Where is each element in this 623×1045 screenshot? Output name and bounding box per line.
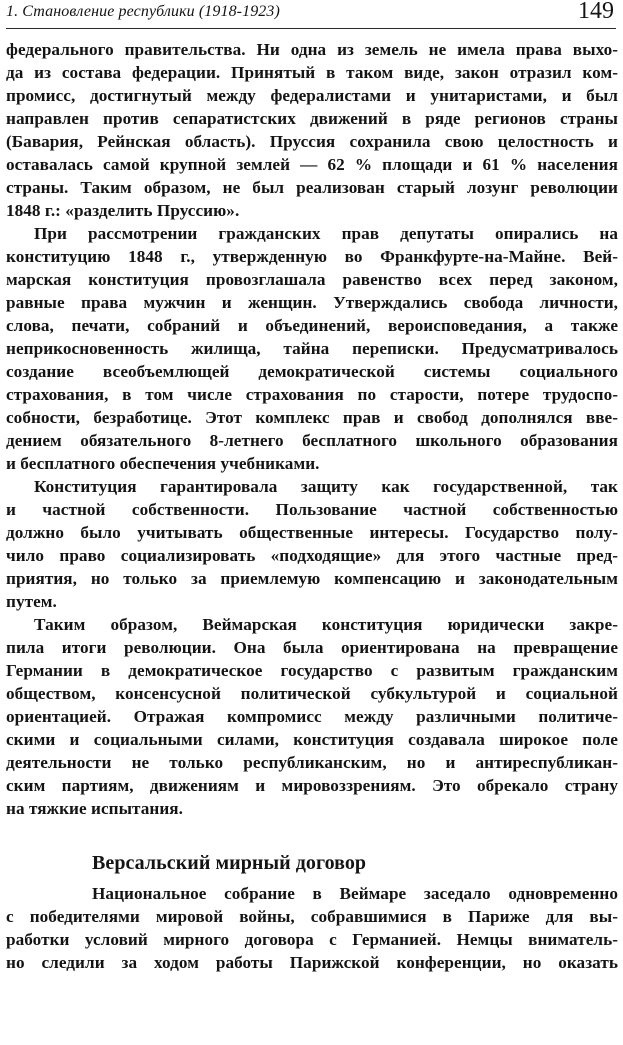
section-gap [6,820,618,848]
text-line: страны. Таким образом, не был реализован старый лозунг революции [6,178,618,197]
page-number: 149 [578,0,614,24]
text-line: деятельности не только республиканским, но и антиреспубликан- [6,753,618,772]
paragraph-2 [6,222,618,475]
running-head [6,0,616,26]
text-line: оставалась самой крупной землей — 62 % площади и 61 % населения [6,155,618,174]
body-text [6,38,618,974]
text-line: При рассмотрении гражданских прав депутаты опирались на [34,224,618,243]
text-line: (Бавария, Рейнская область). Пруссия сохранила свою целостность и [6,132,618,151]
text-line: 1848 г.: «разделить Пруссию». [6,201,240,220]
text-line: Таким образом, Веймарская конституция юридически закре- [34,615,618,634]
text-line: Германии в демократическое государство с развитым гражданским [6,661,618,680]
text-line: с победителями мировой войны, собравшимися в Париже для вы- [6,907,618,926]
text-line: и частной собственности. Пользование частной собственностью [6,500,618,519]
text-line: да из состава федерации. Принятый в таком виде, закон отразил ком- [6,63,618,82]
text-line: дением обязательного 8-летнего бесплатного школьного образования [6,431,618,450]
text-line: приятия, но только за приемлемую компенсацию и законодательным [6,569,618,588]
text-line: и бесплатного обеспечения учебниками. [6,454,320,473]
text-line: слова, печати, собраний и объединений, вероисповедания, а также [6,316,618,335]
text-line: работки условий мирного договора с Германией. Немцы вниматель- [6,930,618,949]
text-line: направлен против сепаратистских движений в ряде регионов страны [6,109,618,128]
text-line: должно было учитывать общественные интересы. Государство полу- [6,523,618,542]
text-line: создание всеобъемлющей демократической системы социального [6,362,618,381]
text-line: чило право социализировать «подходящие» для этого частные пред- [6,546,618,565]
text-line: но следили за ходом работы Парижской конференции, но оказать [6,953,618,972]
header-rule [6,28,616,29]
text-line: ским партиям, движениям и мировоззрениям. Это обрекало страну [6,776,618,795]
running-title: 1. Становление республики (1918-1923) [6,3,280,20]
section-heading: Версальский мирный договор [92,852,367,874]
text-line: ориентацией. Отражая компромисс между различными политиче- [6,707,618,726]
text-line: Конституция гарантировала защиту как государственной, так [34,477,618,496]
text-line: неприкосновенность жилища, тайна переписки. Предусматривалось [6,339,618,358]
paragraph-3 [6,475,618,613]
text-line: страхования, в том числе страхования по старости, потере трудоспо- [6,385,618,404]
text-line: на тяжкие испытания. [6,799,184,818]
paragraph-4 [6,613,618,820]
text-line: равные права мужчин и женщин. Утверждались свобода личности, [6,293,618,312]
text-line: промисс, достигнутый между федералистами и унитаристами, и был [6,86,618,105]
text-line: обществом, консенсусной политической субкультурой и социальной [6,684,618,703]
text-line: путем. [6,592,57,611]
text-line: Национальное собрание в Веймаре заседало одновременно [92,884,618,903]
text-line: скими и социальными силами, конституция создавала широкое поле [6,730,618,749]
text-line: марская конституция провозглашала равенство всех перед законом, [6,270,618,289]
text-line: собности, безработице. Этот комплекс прав и свобод дополнялся вве- [6,408,618,427]
text-line: федерального правительства. Ни одна из земель не имела права выхо- [6,40,618,59]
text-line: пила итоги революции. Она была ориентирована на превращение [6,638,618,657]
paragraph-1 [6,38,618,222]
paragraph-5 [6,882,618,974]
text-line: конституцию 1848 г., утвержденную во Франкфурте-на-Майне. Вей- [6,247,618,266]
